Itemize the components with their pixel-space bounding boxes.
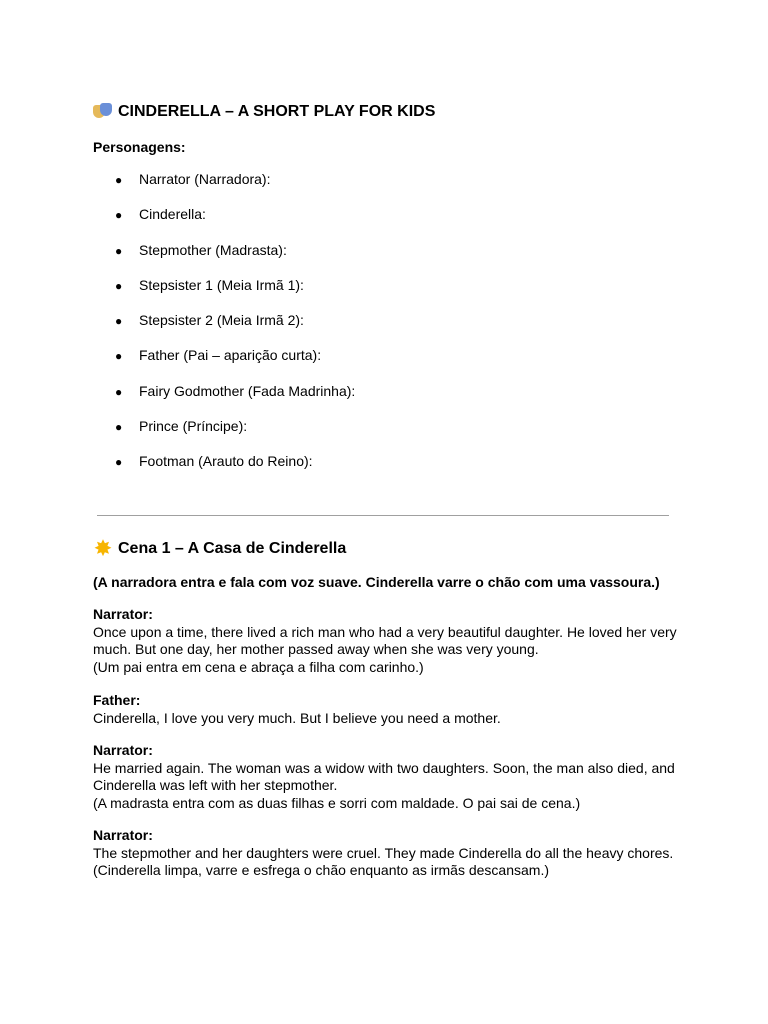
scene-title — [93, 539, 346, 559]
speaker-name: Father: — [93, 692, 141, 708]
stage-direction-line: (Um pai entra em cena e abraça a filha com carinho.) — [93, 658, 424, 675]
characters-heading: Personagens: — [93, 139, 186, 155]
list-item: ● Stepsister 1 (Meia Irmã 1): — [115, 276, 304, 293]
bullet-icon: ● — [115, 455, 123, 470]
bullet-icon: ● — [115, 384, 123, 399]
bullet-icon: ● — [115, 420, 123, 435]
bullet-icon: ● — [115, 208, 123, 223]
play-title-text: CINDERELLA – A SHORT PLAY FOR KIDS — [118, 103, 436, 120]
list-item: ● Cinderella: — [115, 206, 206, 223]
play-title — [93, 103, 435, 121]
dialogue-block — [93, 827, 683, 880]
stage-direction: (A narradora entra e fala com voz suave. Cinderella varre o chão com uma vassoura.) — [93, 574, 660, 590]
characters-list — [115, 171, 355, 489]
bullet-icon: ● — [115, 243, 123, 258]
dialogue-block — [93, 606, 683, 676]
bullet-icon: ● — [115, 314, 123, 329]
list-item: ● Prince (Príncipe): — [115, 418, 248, 435]
section-divider — [97, 515, 669, 516]
list-item: ● Stepsister 2 (Meia Irmã 2): — [115, 312, 304, 329]
dialogue-line: The stepmother and her daughters were cruel. They made Cinderella do all the heavy chores. — [93, 844, 674, 861]
dialogue-line: Cinderella, I love you very much. But I believe you need a mother. — [93, 709, 501, 726]
list-item: ● Fairy Godmother (Fada Madrinha): — [115, 382, 356, 399]
stage-direction-line: (A madrasta entra com as duas filhas e sorri com maldade. O pai sai de cena.) — [93, 794, 581, 811]
speaker-name: Narrator: — [93, 742, 153, 758]
list-item: ● Stepmother (Madrasta): — [115, 241, 287, 258]
theater-masks-icon — [93, 103, 113, 121]
list-item: ● Footman (Arauto do Reino): — [115, 453, 313, 470]
bullet-icon: ● — [115, 349, 123, 364]
bullet-icon: ● — [115, 278, 123, 293]
bullet-icon: ● — [115, 173, 123, 187]
list-item: ● Narrator (Narradora): — [115, 171, 271, 187]
dialogue-block — [93, 692, 683, 727]
dialogue-line: He married again. The woman was a widow with two daughters. Soon, the man also died, and Cinderella was left with her stepmother. — [93, 759, 675, 793]
speaker-name: Narrator: — [93, 606, 153, 622]
dialogue-line: Once upon a time, there lived a rich man who had a very beautiful daughter. He loved her very much. But one day, her mother passed away when she was very young. — [93, 623, 677, 657]
scene-title-text: Cena 1 – A Casa de Cinderella — [118, 540, 347, 557]
dialogue-block — [93, 742, 683, 812]
stage-direction-line: (Cinderella limpa, varre e esfrega o chão enquanto as irmãs descansam.) — [93, 862, 550, 878]
glowing-star-icon: ✸ — [94, 538, 112, 560]
speaker-name: Narrator: — [93, 827, 153, 843]
list-item: ● Father (Pai – aparição curta): — [115, 347, 322, 364]
